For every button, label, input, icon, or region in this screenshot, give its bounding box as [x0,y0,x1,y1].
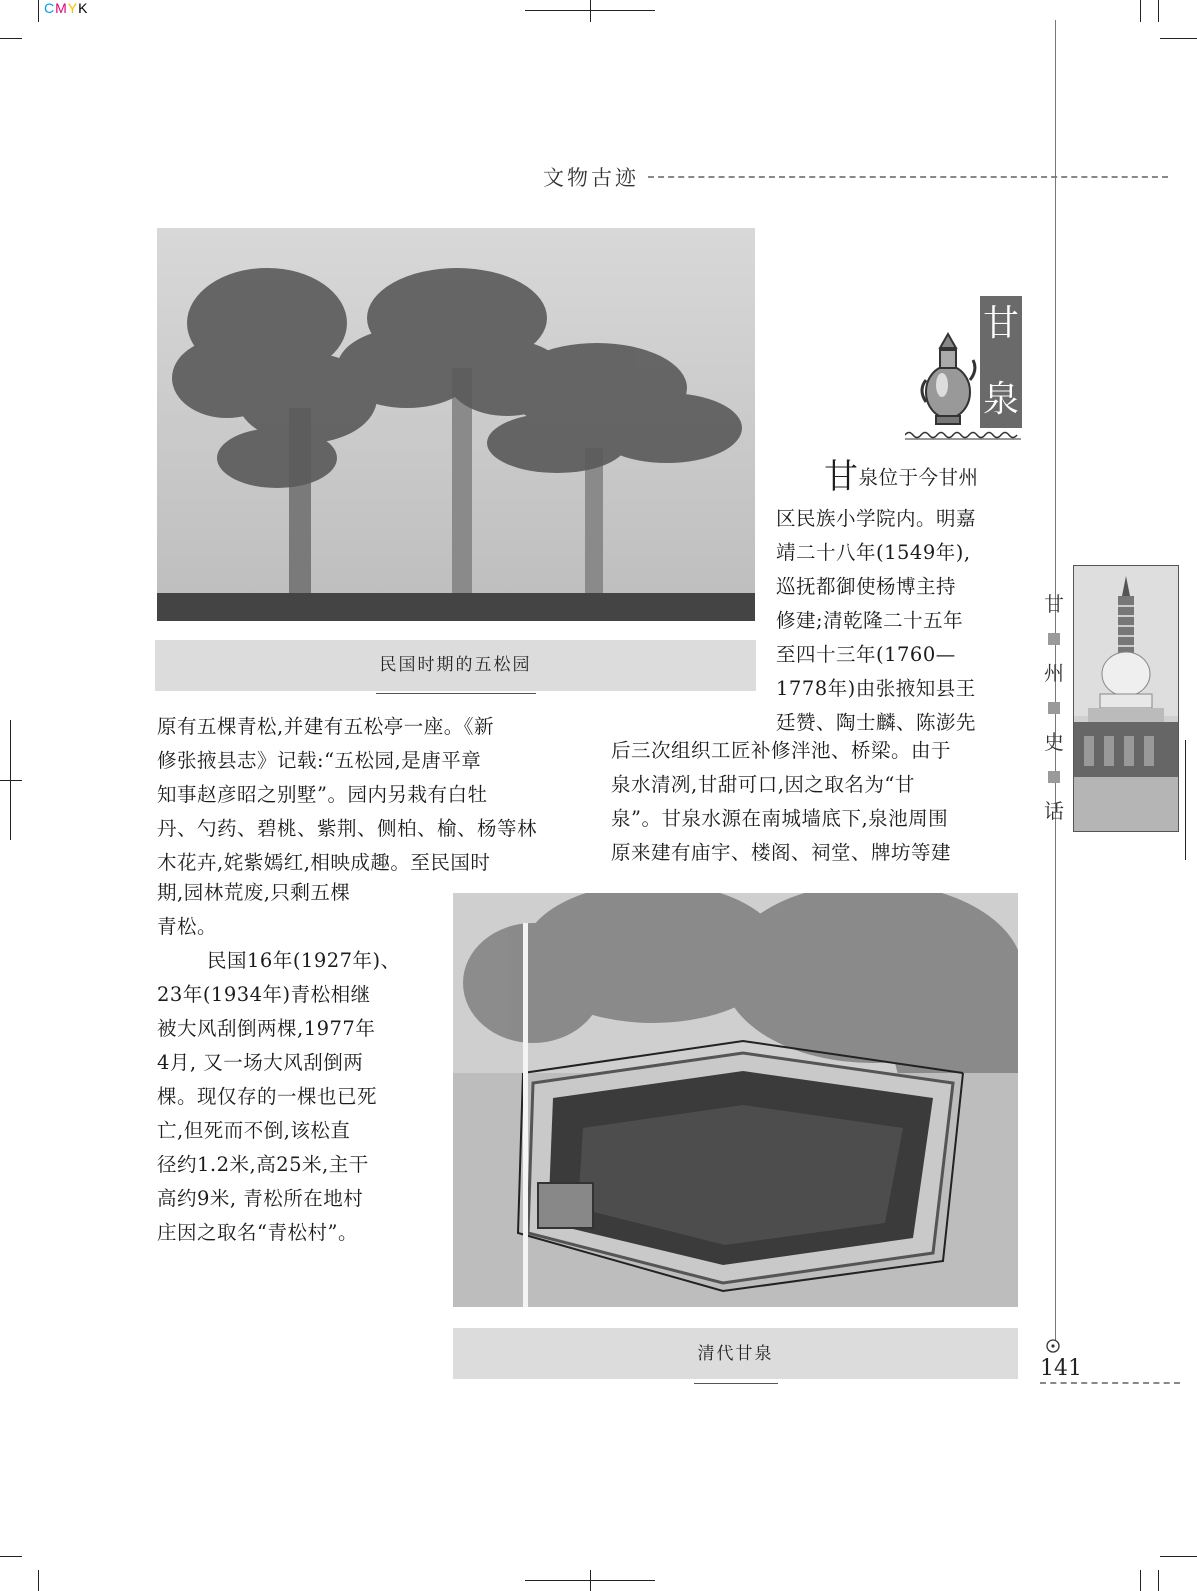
left-line: 23年(1934年)青松相继 [157,983,371,1006]
cmyk-y: Y [67,0,79,16]
crop-mark [0,38,22,39]
side-square [1048,702,1060,714]
cmyk-c: C [44,0,56,16]
crop-mark [1140,0,1141,22]
right-line: 后三次组织工匠补修泮池、桥梁。由于 [611,739,952,762]
intro-line: 泉位于今甘州 [858,466,979,489]
crop-mark [1140,1570,1141,1591]
dropcap: 甘 [824,457,859,497]
crop-mark [1158,0,1159,22]
left-line: 丹、勺药、碧桃、紫荆、侧柏、榆、杨等林 [157,817,538,840]
footer-rule [1040,1382,1180,1384]
left-line: 被大风刮倒两棵,1977年 [157,1017,376,1040]
left-line: 期,园林荒废,只剩五棵 [157,881,351,904]
left-line: 木花卉,姹紫嫣红,相映成趣。至民国时 [157,851,491,874]
left-line: 4月, 又一场大风刮倒两 [157,1051,364,1074]
page-ornament [1046,1338,1060,1352]
caption-bottom [453,1328,1018,1379]
cmyk-m: M [55,0,68,16]
side-square [1048,633,1060,645]
left-line: 径约1.2米,高25米,主干 [157,1153,369,1176]
crop-mark [1185,740,1186,860]
left-line: 高约9米, 青松所在地村 [157,1187,364,1210]
left-line: 棵。现仅存的一棵也已死 [157,1085,378,1108]
page-number: 141 [1040,1356,1082,1381]
side-char: 甘 [1044,592,1064,616]
intro-line: 至四十三年(1760— [776,643,956,666]
intro-line: 巡抚都御使杨博主持 [776,575,957,598]
wave-ornament [905,425,1021,435]
crop-mark [1160,38,1197,39]
side-char: 州 [1044,661,1064,685]
crop-mark [0,1556,22,1557]
right-column-text [611,734,1021,870]
left-line: 知事赵彦昭之别墅”。园内另栽有白牡 [157,783,488,806]
crop-mark [1158,1570,1159,1591]
left-line: 庄因之取名“青松村”。 [157,1221,358,1244]
section-title-char-1: 甘 [982,303,1019,344]
side-char: 话 [1044,799,1064,823]
crop-mark [10,720,11,840]
crop-mark [38,0,39,22]
caption-top [155,640,756,691]
photo-pine-trees [157,228,755,621]
side-tab-text [1043,588,1071,824]
side-char: 史 [1044,730,1064,754]
running-head: 文物古迹 [543,166,639,190]
cmyk-k: K [78,0,89,16]
caption-bottom-text: 清代甘泉 [694,1328,778,1384]
intro-line: 1778年)由张掖知县王 [776,677,976,700]
pagoda-photo [1074,566,1178,831]
right-line: 原来建有庙宇、楼阁、祠堂、牌坊等建 [611,841,952,864]
pine-trees-photo [157,228,755,621]
spring-pool-photo [453,893,1018,1307]
ewer-illustration [918,330,978,430]
crop-mark [38,1570,39,1591]
left-line: 修张掖县志》记载:“五松园,是唐平章 [157,749,482,772]
left-line: 民国16年(1927年)、 [207,949,401,972]
intro-line: 廷赞、陶士麟、陈澎先 [776,711,977,734]
left-line: 青松。 [157,915,218,938]
section-title-char-2: 泉 [982,379,1019,420]
side-square [1048,771,1060,783]
crop-mark [590,0,591,22]
crop-mark [590,1570,591,1591]
intro-line: 靖二十八年(1549年), [776,541,971,564]
caption-top-text: 民国时期的五松园 [376,640,536,694]
header-rule [648,176,1168,178]
left-line: 亡,但死而不倒,该松直 [157,1119,351,1142]
left-column-text [157,710,565,880]
crop-mark [1160,1556,1197,1557]
photo-spring-pool [453,893,1018,1307]
side-tab-photo [1073,565,1179,832]
intro-line: 区民族小学院内。明嘉 [776,507,977,530]
intro-line: 修建;清乾隆二十五年 [776,609,964,632]
ewer-icon [918,330,978,430]
right-line: 泉”。甘泉水源在南城墙底下,泉池周围 [611,807,949,830]
right-line: 泉水清冽,甘甜可口,因之取名为“甘 [611,773,915,796]
cmyk-marks [44,0,88,16]
left-column-narrow-text [157,876,425,1250]
intro-paragraph [776,457,1020,740]
crop-mark [0,780,22,781]
left-line: 原有五棵青松,并建有五松亭一座。《新 [157,715,494,738]
section-title [980,296,1022,428]
